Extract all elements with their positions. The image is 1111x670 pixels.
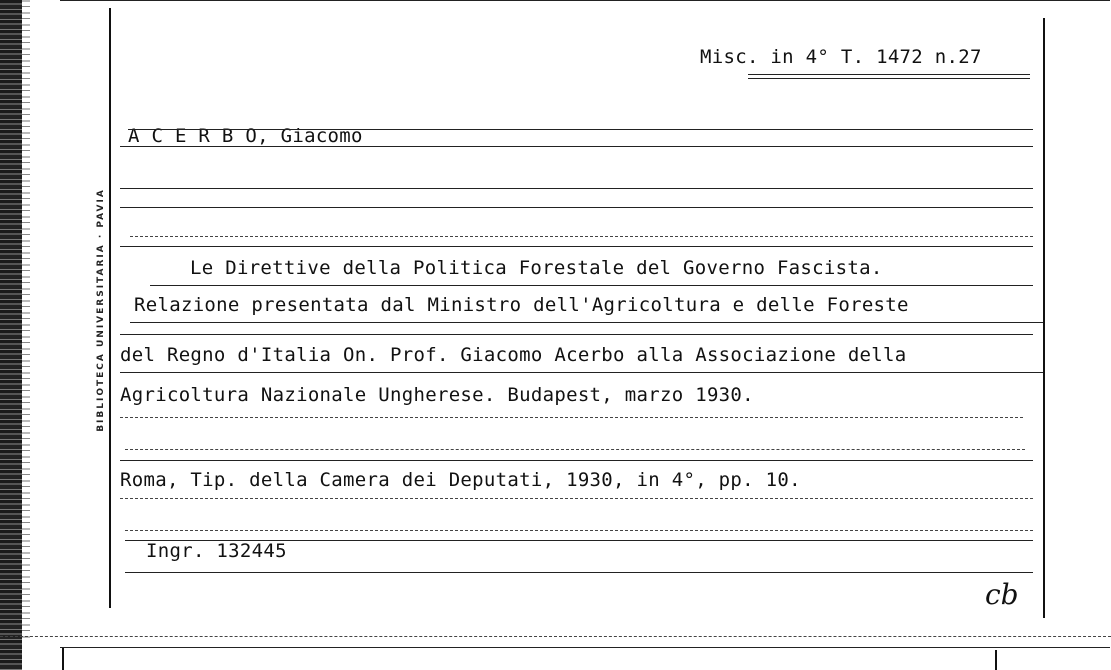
cataloguer-initials: cb [985,578,1019,611]
rule-1 [128,129,1033,130]
next-card-edge [60,647,1110,648]
author-heading: A C E R B O, Giacomo [128,125,363,147]
scan-edge-texture [22,0,30,640]
accession-number: Ingr. 132445 [146,540,287,562]
right-margin-line [1043,18,1045,618]
shelfmark-underline [748,74,1030,75]
next-card-left-line [62,648,64,670]
bottom-card-edge [0,636,1111,637]
rule-8 [130,322,1043,323]
rule-17 [125,572,1033,573]
rule-12 [125,449,1025,450]
scan-edge [0,0,22,670]
rule-15 [125,530,1033,531]
rule-9 [120,334,1033,335]
rule-14 [120,498,1033,499]
rule-13 [120,460,1033,461]
rule-6 [120,246,1033,247]
rule-11 [120,417,1023,418]
title-line-3: del Regno d'Italia On. Prof. Giacomo Acerbo alla Associazione della [120,344,907,366]
shelfmark-underline-2 [748,78,1030,79]
rule-3 [120,188,1033,189]
shelfmark: Misc. in 4° T. 1472 n.27 [700,46,982,68]
rule-2 [120,146,1033,147]
imprint-line: Roma, Tip. della Camera dei Deputati, 1930, in 4°, pp. 10. [120,469,801,491]
title-line-2: Relazione presentata dal Ministro dell'Agricoltura e delle Foreste [134,294,909,316]
title-line-1: Le Direttive della Politica Forestale del Governo Fascista. [190,257,883,279]
rule-4 [120,207,1033,208]
title-line-4: Agricoltura Nazionale Ungherese. Budapest, marzo 1930. [120,384,754,406]
rule-7 [150,285,1033,286]
rule-5 [130,236,1033,237]
library-stamp: BIBLIOTECA UNIVERSITARIA · PAVIA [96,188,106,432]
next-card-right-line [995,650,997,670]
rule-10 [120,372,1043,373]
left-margin-line [109,8,111,608]
top-edge-line [60,0,1110,1]
